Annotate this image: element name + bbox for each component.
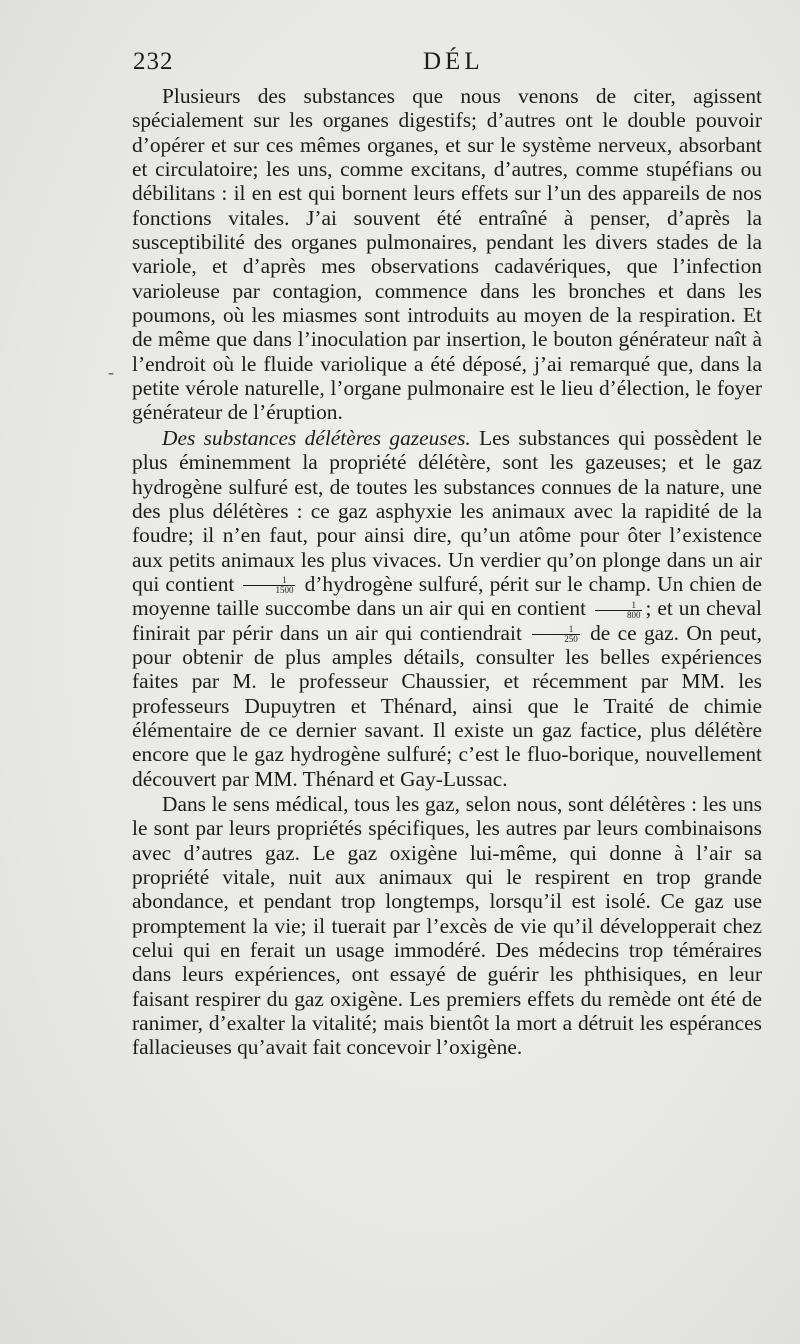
paragraph-2-part-2: d’hydrogène sulfuré, périt sur le champ. Un chien de moyenne taille succombe dans un air qui en contient: [132, 571, 762, 621]
paragraph-2: [132, 426, 762, 791]
fraction-1: [243, 576, 295, 595]
fraction-1-numerator: 1: [243, 576, 295, 586]
paragraph-2-part-3: ; et un cheval finirait par périr dans un air qui contiendrait: [132, 596, 762, 645]
paragraph-2-part-1: Les substances qui possèdent le plus éminemment la propriété délétère, sont les gazeuses; et le gaz hydrogène sulfuré est, de toutes les substances connues de la nature, une des plus délétères : ce gaz asphyxie les animaux avec la rapidité de la foudre; il n’en faut, pour ainsi dire, qu’un atôme pour ôter l’existence aux petits animaux les plus vivaces. Un verdier qu’on plonge dans un air qui contient: [132, 425, 762, 596]
fraction-2-denominator: 800: [626, 609, 641, 620]
paragraph-1: Plusieurs des substances que nous venons de citer, agissent spécialement sur les organes digestifs; d’autres ont le double pouvoir d’opérer et sur ces mêmes organes, et sur le système nerveux, absorbant et circulatoire; les uns, comme excitans, d’autres, comme stupéfians ou débilitans : il en est qui bornent leurs effets sur l’un des appareils de nos fonctions vitales. J’ai souvent été entraîné à penser, d’après la susceptibilité des organes pulmonaires, pendant les divers stades de la variole, et d’après mes observations cadavériques, que l’infection varioleuse par contagion, commence dans les bronches et dans les poumons, où les miasmes sont introduits au moyen de la respiration. Et de même que dans l’inoculation par insertion, le bouton générateur naît à l’endroit où le fluide variolique a été déposé, j’ai remarqué que, dans la petite vérole naturelle, l’organe pulmonaire est le lieu d’élection, le foyer générateur de l’éruption.: [132, 84, 762, 425]
page-number: 232: [133, 48, 174, 75]
page-header: [133, 48, 763, 80]
fraction-2-numerator: 1: [595, 601, 643, 611]
running-head: DÉL: [423, 48, 484, 75]
section-heading: Des substances délétères gazeuses.: [162, 425, 471, 450]
fraction-3: [532, 625, 580, 644]
paragraph-3: Dans le sens médical, tous les gaz, selon nous, sont délétères : les uns le sont par leurs propriétés spécifiques, les autres par leurs combinaisons avec d’autres gaz. Le gaz oxigène lui-même, qui donne à l’air sa propriété vitale, nuit aux animaux qui le respirent en trop grande abondance, et pendant trop longtemps, lorsqu’il est isolé. Ce gaz use promptement la vie; il tuerait par l’excès de vie qu’il développerait chez celui qui en ferait un usage immodéré. Des médecins trop téméraires dans leurs expériences, ont essayé de guérir les phthisiques, en leur faisant respirer du gaz oxigène. Les premiers effets du remède ont été de ranimer, d’exalter la vitalité; mais bientôt la mort a détruit les espérances fallacieuses qu’avait fait concevoir l’oxigène.: [132, 791, 762, 1060]
paragraph-2-part-4: de ce gaz. On peut, pour obtenir de plus amples détails, consulter les belles expériences faites par M. le professeur Chaussier, et récemment par MM. les professeurs Dupuytren et Thénard, ainsi que le Traité de chimie élémentaire de ce dernier savant. Il existe un gaz factice, plus délétère encore que le gaz hydrogène sulfuré; c’est le fluo-borique, nouvellement découvert par MM. Thénard et Gay-Lussac.: [132, 620, 762, 791]
fraction-2: [595, 601, 643, 620]
body-text: [132, 84, 762, 1061]
fraction-1-denominator: 1500: [275, 585, 294, 596]
margin-mark: -: [108, 362, 114, 382]
fraction-3-denominator: 250: [564, 634, 578, 645]
fraction-3-numerator: 1: [532, 625, 580, 635]
